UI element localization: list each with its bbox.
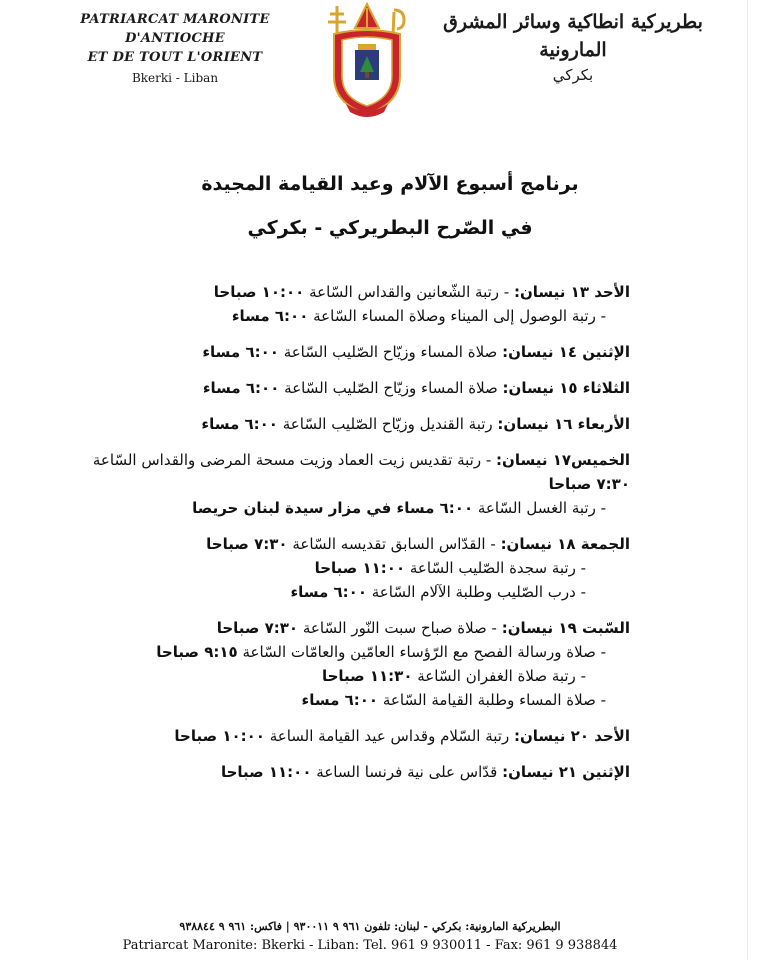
event-text: صلاة المساء وزيّاح الصّليب السّاعة xyxy=(283,343,498,361)
day-line xyxy=(70,532,630,556)
event-time: ٧:٣٠ صباحا xyxy=(216,619,299,637)
sub-event xyxy=(70,580,630,604)
day-line xyxy=(70,412,630,436)
event-text: قدّاس على نية فرنسا الساعة xyxy=(316,763,498,781)
sub-event xyxy=(70,496,630,520)
day-line xyxy=(70,448,630,496)
letterhead-fr-line1: PATRIARCAT MARONITE D'ANTIOCHE xyxy=(80,12,270,46)
day-name: الأربعاء ١٦ نيسان: xyxy=(497,415,630,433)
footer xyxy=(80,918,660,956)
sub-event-text: - رتبة صلاة الغفران السّاعة xyxy=(417,667,586,685)
schedule-day xyxy=(70,448,630,520)
sub-event-text: - رتبة سجدة الصّليب السّاعة xyxy=(409,559,586,577)
event-time: ٦:٠٠ مساء xyxy=(202,343,279,361)
schedule-day xyxy=(70,760,630,784)
letterhead-fr-line2: ET DE TOUT L'ORIENT xyxy=(87,50,263,65)
day-name: الجمعة ١٨ نيسان: xyxy=(500,535,630,553)
event-time: ١٠:٠٠ صباحا xyxy=(174,727,265,745)
sub-event xyxy=(70,640,630,664)
title-line2: في الصّرح البطريركي - بكركي xyxy=(247,217,533,239)
day-name: السّبت ١٩ نيسان: xyxy=(501,619,630,637)
sub-event-time: ٩:١٥ صباحا xyxy=(156,643,238,661)
letterhead-arabic xyxy=(438,8,708,84)
event-time: ١٠:٠٠ صباحا xyxy=(213,283,305,301)
sub-event-text: - رتبة الغسل السّاعة xyxy=(477,499,606,517)
event-time: ١١:٠٠ صباحا xyxy=(220,763,312,781)
sub-event xyxy=(70,664,630,688)
letterhead-fr-line3: Bkerki - Liban xyxy=(131,71,219,85)
page-edge-divider xyxy=(747,0,748,960)
sub-event-time: ٦:٠٠ مساء في مزار سيدة لبنان حريصا xyxy=(192,499,474,517)
sub-event-time: ٦:٠٠ مساء xyxy=(290,583,367,601)
schedule-day xyxy=(70,724,630,748)
day-name: الأحد ٢٠ نيسان: xyxy=(513,727,630,745)
day-name: الخميس١٧ نيسان: xyxy=(496,451,630,469)
letterhead-ar-line2: بكركي xyxy=(552,66,594,84)
event-text: - رتبة الشّعانين والقداس السّاعة xyxy=(309,283,510,301)
day-name: الأحد ١٣ نيسان: xyxy=(513,283,630,301)
sub-event-text: - رتبة الوصول إلى الميناء وصلاة المساء السّاعة xyxy=(313,307,606,325)
day-line xyxy=(70,616,630,640)
sub-event-time: ١١:٣٠ صباحا xyxy=(321,667,413,685)
day-name: الثلاثاء ١٥ نيسان: xyxy=(502,379,630,397)
schedule-day xyxy=(70,412,630,436)
event-time: ٧:٣٠ صباحا xyxy=(548,475,630,493)
patriarchal-coat-of-arms-icon xyxy=(322,0,412,118)
sub-event-time: ٦:٠٠ مساء xyxy=(301,691,379,709)
day-line xyxy=(70,340,630,364)
event-text: - رتبة تقديس زيت العماد وزيت مسحة المرضى والقداس السّاعة xyxy=(92,451,492,469)
letterhead-french xyxy=(30,10,320,85)
sub-event xyxy=(70,556,630,580)
event-text: صلاة المساء وزيّاح الصّليب السّاعة xyxy=(284,379,498,397)
schedule-day xyxy=(70,616,630,712)
sub-event-time: ١١:٠٠ صباحا xyxy=(314,559,406,577)
event-text: رتبة السّلام وقداس عيد القيامة الساعة xyxy=(269,727,510,745)
sub-event-time: ٦:٠٠ مساء xyxy=(231,307,309,325)
schedule-day xyxy=(70,340,630,364)
sub-event-text: - صلاة ورسالة الفصح مع الرّؤساء العامّين والعامّات السّاعة xyxy=(242,643,606,661)
event-time: ٦:٠٠ مساء xyxy=(201,415,278,433)
footer-french: Patriarcat Maronite: Bkerki - Liban: Tel. 961 9 930011 - Fax: 961 9 938844 xyxy=(122,938,618,953)
event-text: - القدّاس السابق تقديسه السّاعة xyxy=(292,535,496,553)
schedule-day xyxy=(70,280,630,328)
day-name: الإثنين ١٤ نيسان: xyxy=(502,343,630,361)
event-time: ٦:٠٠ مساء xyxy=(202,379,280,397)
sub-event xyxy=(70,304,630,328)
day-line xyxy=(70,724,630,748)
sub-event-text: - درب الصّليب وطلبة الآلام السّاعة xyxy=(371,583,586,601)
event-time: ٧:٣٠ صباحا xyxy=(206,535,288,553)
document-title xyxy=(60,170,720,242)
schedule-list xyxy=(70,280,630,796)
day-name: الإثنين ٢١ نيسان: xyxy=(502,763,630,781)
letterhead-ar-line1: بطريركية انطاكية وسائر المشرق المارونية xyxy=(443,11,703,61)
event-text: رتبة القنديل وزيّاح الصّليب السّاعة xyxy=(282,415,493,433)
sub-event xyxy=(70,688,630,712)
schedule-day xyxy=(70,532,630,604)
title-line1: برنامج أسبوع الآلام وعيد القيامة المجيدة xyxy=(201,173,579,195)
day-line xyxy=(70,376,630,400)
sub-event-text: - صلاة المساء وطلبة القيامة السّاعة xyxy=(382,691,606,709)
footer-arabic: البطريركية المارونية: بكركي - لبنان: تلفون ٩٦١ ٩ ٩٣٠٠١١ | فاكس: ٩٦١ ٩ ٩٣٨٨٤٤ xyxy=(179,920,561,933)
day-line xyxy=(70,760,630,784)
schedule-day xyxy=(70,376,630,400)
day-line xyxy=(70,280,630,304)
event-text: - صلاة صباح سبت النّور السّاعة xyxy=(302,619,497,637)
